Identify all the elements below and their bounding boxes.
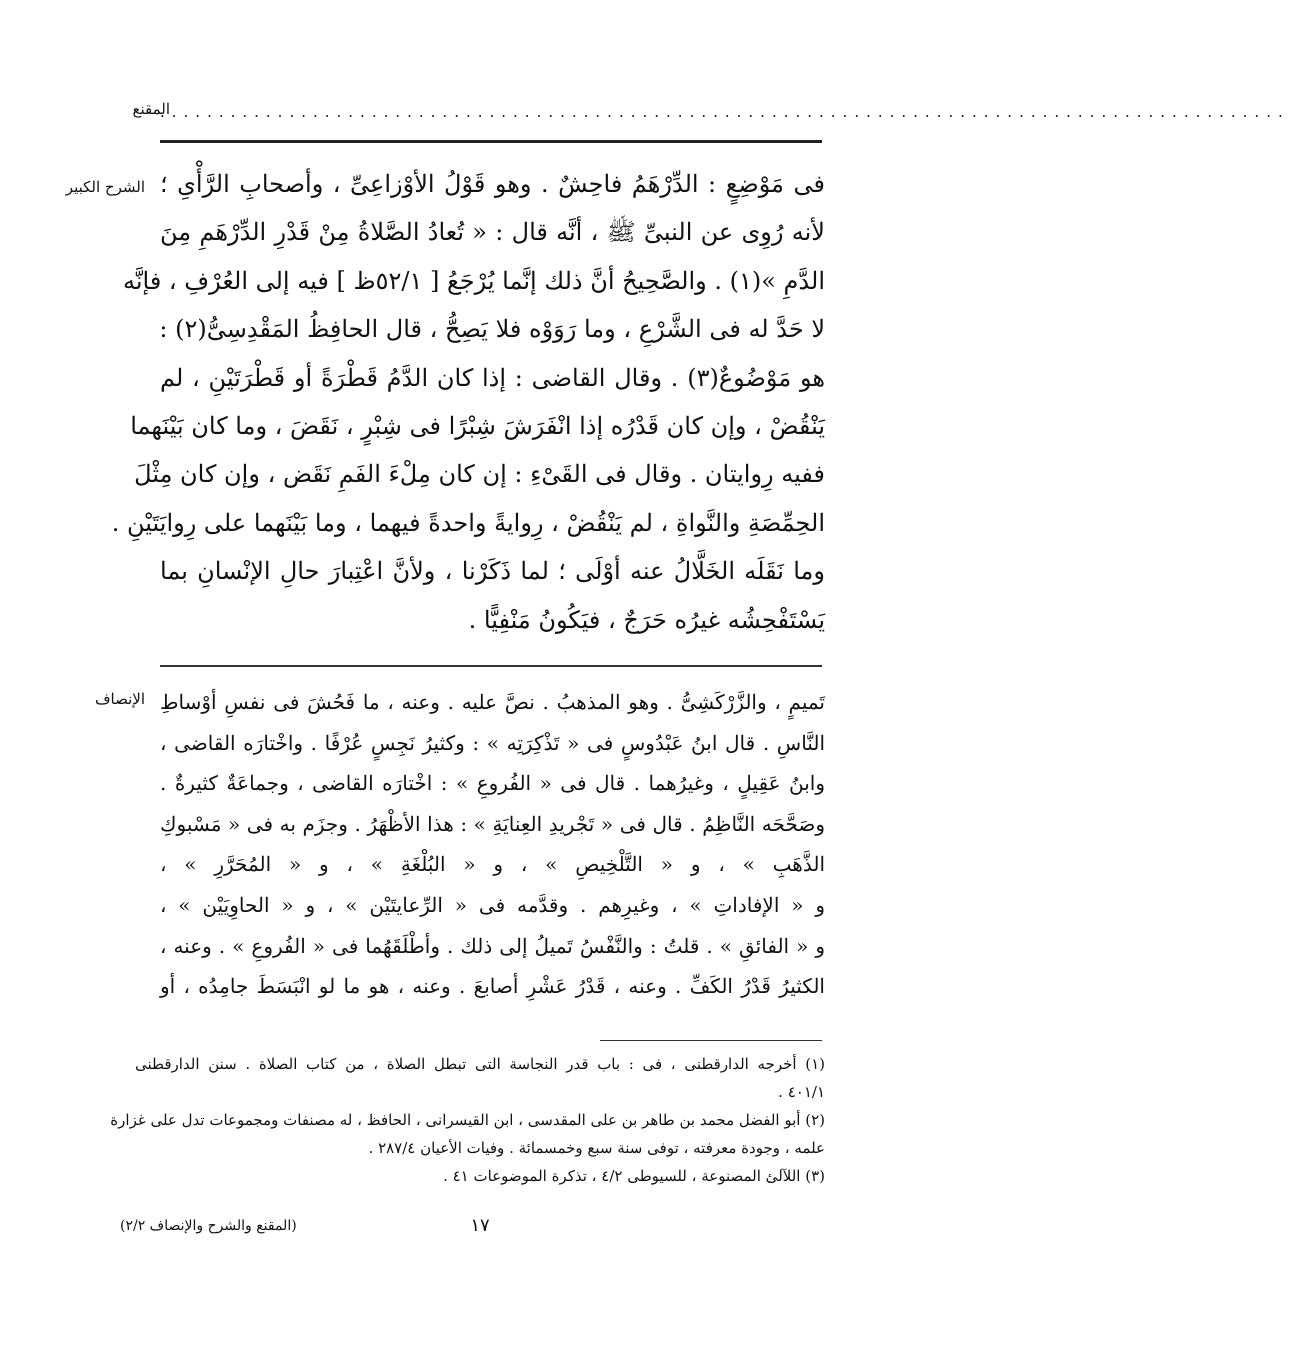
sharh-line: فى مَوْضِعٍ : الدِّرْهَمُ فاحِشٌ . وهو قَوْلُ الأوْزاعِىِّ ، وأصحابِ الرَّأْىِ ؛: [160, 170, 825, 198]
footnote-line: (٢) أبو الفضل محمد بن طاهر بن على المقدسى ، ابن القيسرانى ، الحافظ ، له مصنفات ومجموعات تدل على غزارة: [110, 1111, 825, 1129]
insaf-side-label: الإنصاف: [94, 690, 145, 708]
running-header-title: المقنع: [132, 100, 170, 118]
sharh-line: لأنه رُوِى عن النبىِّ ﷺ ، أنَّه قال : « تُعادُ الصَّلاةُ مِنْ قَدْرِ الدِّرْهَمِ مِنَ: [160, 218, 825, 247]
sharh-line: لا حَدَّ له فى الشَّرْعِ ، وما رَوَوْه فلا يَصِحُّ ، قال الحافِظُ المَقْدِسِىُّ(٢) :: [159, 315, 825, 344]
footnotes-block: [110, 1050, 825, 1190]
footnote-line: (٣) اللآلئ المصنوعة ، للسيوطى ٤/٢ ، تذكرة الموضوعات ٤١ .: [443, 1167, 825, 1185]
sharh-text-block: [111, 160, 826, 644]
insaf-line: و « الفائقِ » . قلتُ : والنَّفْسُ تَميلُ إلى ذلك . وأطْلَقَهُما فى « الفُروعِ » . وعنه ،: [160, 933, 825, 958]
insaf-line: تَميمٍ ، والزَّرْكَشِىُّ . وهو المذهبُ . نصَّ عليه . وعنه ، ما فَحُشَ فى نفسِ أوْساطِ: [160, 690, 825, 714]
header-rule: [160, 140, 822, 143]
header-dotted-rule: ................................................................................................: [160, 103, 1290, 121]
page-number: ١٧: [470, 1215, 490, 1236]
footnote-line: ٤٠١/١ .: [778, 1083, 825, 1101]
insaf-line: وابنُ عَقِيلٍ ، وغيرُهما . قال فى « الفُروعِ » : اخْتارَه القاضى ، وجماعَةٌ كثيرةٌ .: [160, 771, 825, 796]
sharh-line: هو مَوْضُوعٌ(٣) . وقال القاضى : إذا كان الدَّمُ قَطْرَةً أو قَطْرَتَيْنِ ، لم: [160, 363, 826, 392]
footnote-line: (١) أخرجه الدارقطنى ، فى : باب قدر النجاسة التى تبطل الصلاة ، من كتاب الصلاة . سنن الدارقطنى: [135, 1055, 825, 1073]
sharh-line: ففيه رِوايتان . وقال فى القَىْءِ : إن كان مِلْءَ الفَمِ نَقَض ، وإن كان مِثْلَ: [134, 460, 825, 489]
insaf-text-block: [160, 682, 825, 1007]
insaf-line: و « الإفاداتِ » ، وغيرِهم . وقدَّمه فى « الرِّعايتَيْن » ، و « الحاوِيَيْن » ،: [160, 892, 825, 917]
insaf-line: الكثيرُ قَدْرُ الكَفِّ . وعنه ، قَدْرُ عَشْرِ أصابعَ . وعنه ، هو ما لو انْبَسَطَ جامِدُه ، أو: [160, 974, 825, 999]
insaf-line: وصَحَّحَه النَّاظِمُ . قال فى « تَجْريدِ العِنايَةِ » : هذا الأظْهَرُ . وجزَم به فى « مَسْبوكِ: [160, 811, 825, 836]
sharh-line: وما نَقَلَه الخَلَّالُ عنه أوْلَى ؛ لما ذَكَرْنا ، ولأنَّ اعْتِبارَ حالِ الإنْسانِ بما: [160, 557, 825, 586]
insaf-line: الذَّهَبِ » ، و « التَّلْخِيصِ » ، و « البُلْغَةِ » ، و « المُحَرَّرِ » ،: [160, 852, 825, 877]
footnote-line: علمه ، وجودة معرفته ، توفى سنة سبع وخمسمائة . وفيات الأعيان ٢٨٧/٤ .: [368, 1139, 825, 1157]
footer-volume-signature: (المقنع والشرح والإنصاف ٢/٢): [120, 1218, 297, 1234]
sharh-line: الدَّمِ »(١) . والصَّحِيحُ أنَّ ذلك إنَّما يُرْجَعُ [ ٥٢/١ظ ] فيه إلى العُرْفِ ، فإنَّه: [122, 266, 825, 295]
sharh-line: يَنْقُضْ ، وإن كان قَدْرُه إذا انْفَرَشَ شِبْرًا فى شِبْرٍ ، نَقَضَ ، وما كان بَيْنَهما: [130, 412, 825, 441]
sharh-line: يَسْتَفْحِشُه غيرُه حَرَجٌ ، فيَكُونُ مَنْفِيًّا .: [468, 605, 825, 634]
sharh-side-label: الشرح الكبير: [65, 178, 145, 196]
section-divider: [160, 665, 822, 667]
footnote-rule: [600, 1040, 822, 1041]
sharh-line: الحِمِّصَةِ والنَّواةِ ، لم يَنْقُضْ ، رِوايةً واحدةً فيهما ، وما بَيْنَهما على رِوايَتَيْنِ .: [111, 508, 825, 537]
insaf-line: النَّاسِ . قال ابنُ عَبْدُوسٍ فى « تَذْكِرَتِه » : وكثيرُ نَجِسٍ عُرْفًا . واخْتارَه القاضى ،: [160, 730, 825, 755]
